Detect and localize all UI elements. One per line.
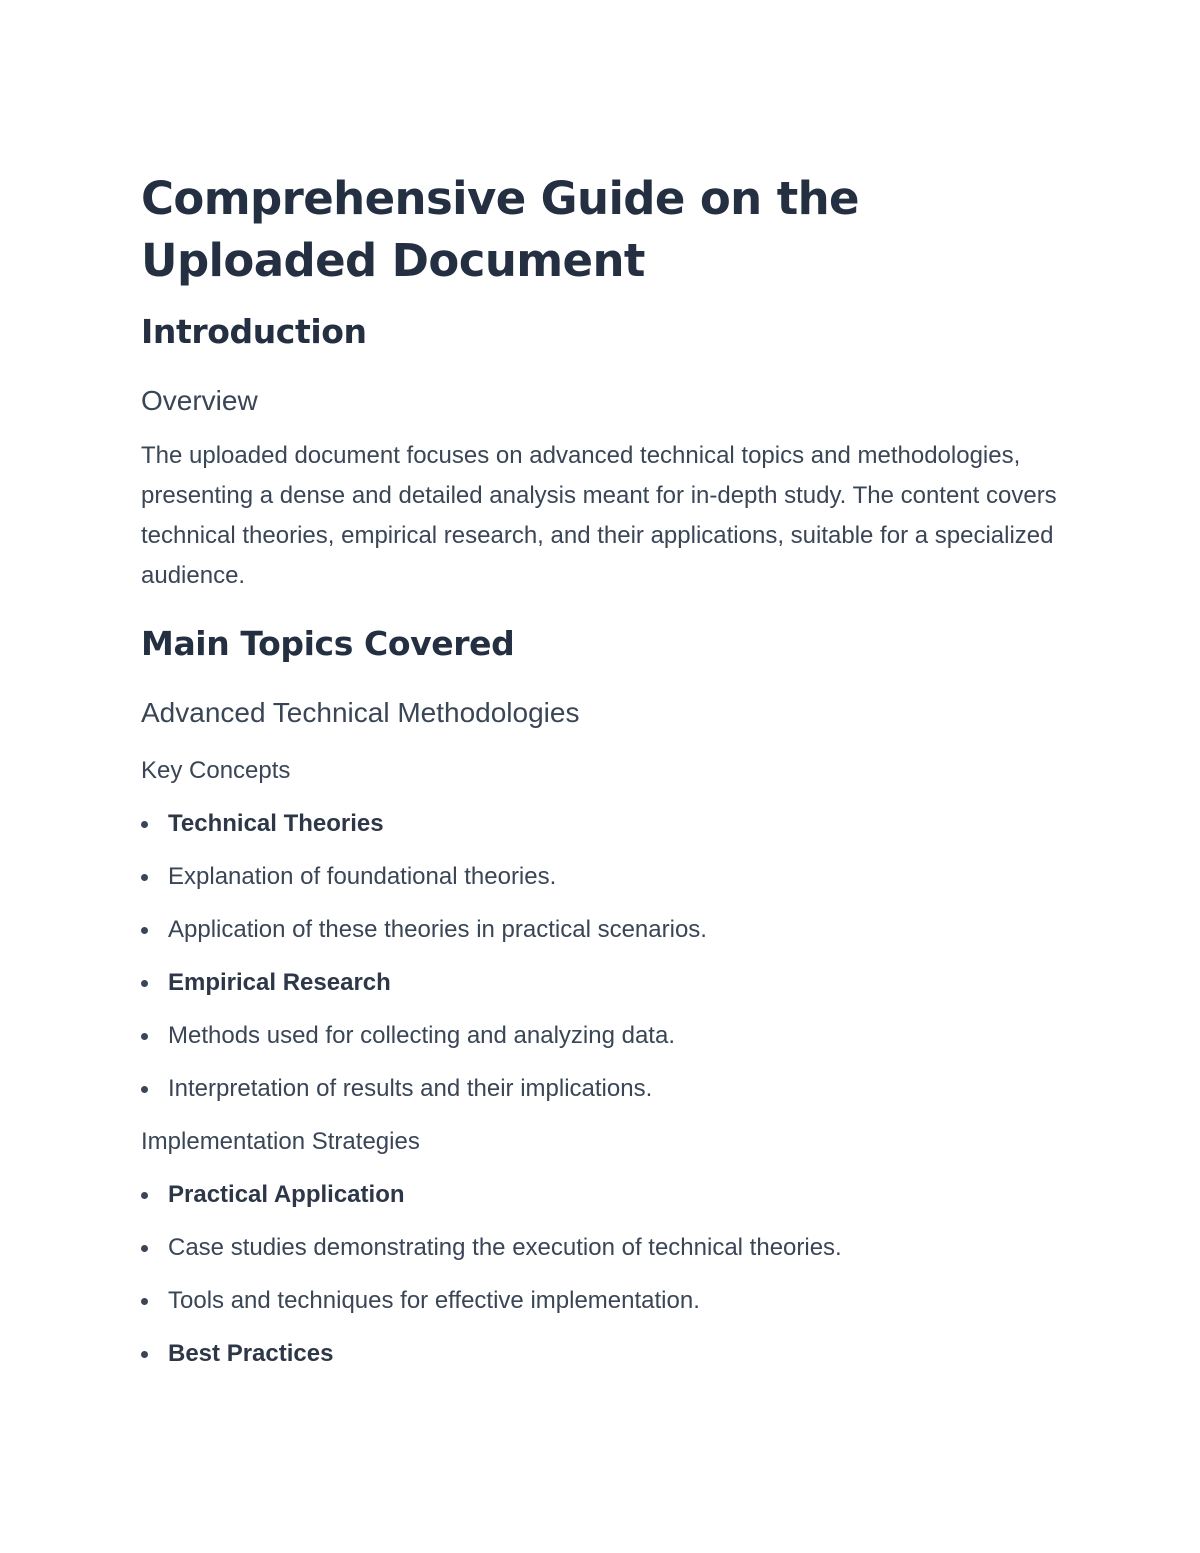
list-item — [141, 1286, 1059, 1316]
overview-paragraph: The uploaded document focuses on advanced technical topics and methodologies, presenting a dense and detailed analysis meant for in-depth study. The content covers technical theories, empirical research, and their applications, suitable for a specialized audience. — [141, 442, 1057, 589]
sub-list — [141, 1021, 1059, 1104]
sub-list — [141, 1233, 1059, 1316]
list-item-text: Explanation of foundational theories. — [168, 863, 557, 890]
implementation-list — [141, 1180, 1059, 1369]
document-title: Comprehensive Guide on the Uploaded Document — [141, 172, 859, 287]
heading-main-topics: Main Topics Covered — [141, 624, 515, 663]
document-page — [141, 168, 1059, 1369]
bullet-icon — [141, 874, 148, 881]
heading-advanced-methodologies: Advanced Technical Methodologies — [141, 697, 580, 728]
list-item-text: Tools and techniques for effective implementation. — [168, 1287, 700, 1314]
bullet-icon — [141, 927, 148, 934]
bullet-icon — [141, 1298, 148, 1305]
list-item-label: Empirical Research — [168, 969, 391, 996]
list-item — [141, 1339, 1059, 1369]
list-item — [141, 809, 1059, 945]
bullet-icon — [141, 1086, 148, 1093]
heading-overview: Overview — [141, 385, 258, 416]
list-item-text: Interpretation of results and their implications. — [168, 1075, 653, 1102]
sub-list — [141, 862, 1059, 945]
heading-key-concepts: Key Concepts — [141, 757, 291, 784]
bullet-icon — [141, 1192, 148, 1199]
list-item — [141, 862, 1059, 892]
list-item-label: Practical Application — [168, 1181, 405, 1208]
list-item — [141, 1074, 1059, 1104]
bullet-icon — [141, 1351, 148, 1358]
bullet-icon — [141, 1245, 148, 1252]
list-item-text: Case studies demonstrating the execution of technical theories. — [168, 1234, 842, 1261]
list-item — [141, 915, 1059, 945]
list-item-label: Technical Theories — [168, 810, 384, 837]
heading-introduction: Introduction — [141, 312, 367, 351]
list-item — [141, 968, 1059, 1104]
bullet-icon — [141, 980, 148, 987]
bullet-icon — [141, 1033, 148, 1040]
heading-implementation-strategies: Implementation Strategies — [141, 1128, 420, 1155]
bullet-icon — [141, 821, 148, 828]
list-item — [141, 1233, 1059, 1263]
list-item-text: Methods used for collecting and analyzing data. — [168, 1022, 675, 1049]
list-item-text: Application of these theories in practical scenarios. — [168, 916, 707, 943]
list-item — [141, 1180, 1059, 1316]
list-item — [141, 1021, 1059, 1051]
key-concepts-list — [141, 809, 1059, 1104]
list-item-label: Best Practices — [168, 1340, 334, 1367]
